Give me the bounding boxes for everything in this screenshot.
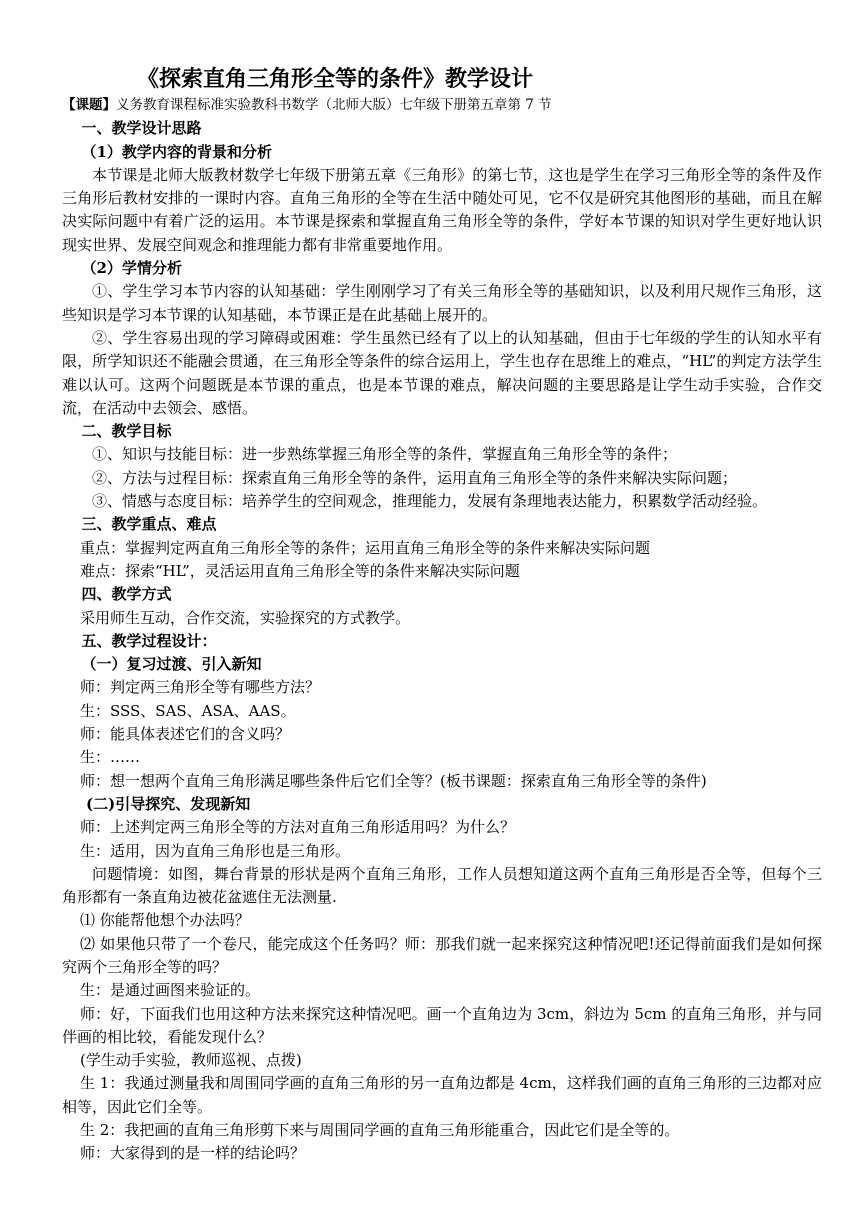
dialogue-line: 生：适用，因为直角三角形也是三角形。: [80, 841, 351, 860]
dialogue-line: 师：判定两三角形全等有哪些方法？: [80, 678, 321, 697]
dialogue-line: 师：上述判定两三角形全等的方法对直角三角形适用吗？为什么？: [80, 818, 516, 837]
dialogue-line: 师：好，下面我们也用这种方法来探究这种情况吧。画一个直角边为 3cm，斜边为 5cm 的直角三角形，并与同伴画的相比较，看能发现什么？: [62, 1004, 822, 1046]
section-heading-3: 三、教学重点、难点: [81, 515, 217, 534]
subsection-heading-5-1: （一）复习过渡、引入新知: [81, 655, 262, 674]
dialogue-line: 生：……: [80, 748, 141, 767]
section-heading-5: 五、教学过程设计：: [81, 631, 217, 650]
paragraph-learner-difficulty: ②、学生容易出现的学习障碍或困难：学生虽然已经有了以上的认知基础，但由于七年级的学生的认知水平有限，所学知识还不能融会贯通，在三角形全等条件的综合运用上，学生也存在思维上的难点，“HL”的判定方法学生难以认可。这两个问题既是本节课的重点，也是本节课的难点，解决问题的主要思路是让学生动手实验，合作交流，在活动中去领会、感悟。: [62, 328, 822, 417]
topic-label: 【课题】: [62, 97, 116, 113]
dialogue-line: 师：能具体表述它们的含义吗？: [80, 725, 291, 744]
paragraph-background: 本节课是北师大版教材数学七年级下册第五章《三角形》的第七节，这也是学生在学习三角形全等的条件及作三角形后教材安排的一课时内容。直角三角形的全等在生活中随处可见，它不仅是研究其他图形的基础，而且在解决实际问题中有着广泛的运用。本节课是探索和掌握直角三角形全等的条件，学好本节课的知识对学生更好地认识现实世界、发展空间观念和推理能力都有非常重要地作用。: [62, 165, 822, 254]
activity-note: (学生动手实验，教师巡视、点拨): [80, 1051, 302, 1070]
goal-knowledge: ①、知识与技能目标：进一步熟练掌握三角形全等的条件，掌握直角三角形全等的条件；: [92, 445, 678, 464]
teaching-method: 采用师生互动，合作交流，实验探究的方式教学。: [80, 608, 411, 627]
problem-situation: 问题情境：如图，舞台背景的形状是两个直角三角形，工作人员想知道这两个直角三角形是否全等，但每个三角形都有一条直角边被花盆遮住无法测量.: [62, 864, 822, 907]
section-heading-1: 一、教学设计思路: [81, 119, 202, 138]
section-heading-2: 二、教学目标: [81, 422, 172, 441]
subsection-heading-1-2: （2）学情分析: [81, 259, 182, 278]
subsection-heading-1-1: （1）教学内容的背景和分析: [81, 142, 272, 161]
subsection-heading-5-2: (二)引导探究、发现新知: [86, 794, 251, 813]
topic-line: [62, 94, 822, 117]
dialogue-line: 生：SSS、SAS、ASA、AAS。: [80, 701, 296, 720]
key-point: 重点：掌握判定两直角三角形全等的条件；运用直角三角形全等的条件来解决实际问题: [80, 538, 651, 557]
goal-attitude: ③、情感与态度目标：培养学生的空间观念，推理能力，发展有条理地表达能力，积累数学活动经验。: [92, 492, 768, 511]
dialogue-line: 生：是通过画图来验证的。: [80, 981, 261, 1000]
paragraph-learner-basis: ①、学生学习本节内容的认知基础：学生刚刚学习了有关三角形全等的基础知识，以及利用尺规作三角形，这些知识是学习本节课的认知基础，本节课正是在此基础上展开的。: [62, 282, 822, 324]
section-heading-4: 四、教学方式: [81, 585, 172, 604]
document-title: 《探索直角三角形全等的条件》教学设计: [137, 66, 534, 92]
document-body: [62, 94, 822, 1166]
dialogue-line: 师：想一想两个直角三角形满足哪些条件后它们全等？(板书课题：探索直角三角形全等的条件): [80, 771, 707, 790]
dialogue-line: 生 2：我把画的直角三角形剪下来与周围同学画的直角三角形能重合，因此它们是全等的。: [80, 1121, 680, 1140]
difficult-point: 难点：探索“HL”，灵活运用直角三角形全等的条件来解决实际问题: [80, 561, 520, 580]
dialogue-line: 生 1：我通过测量我和周围同学画的直角三角形的另一直角边都是 4cm，这样我们画的直角三角形的三边都对应相等，因此它们全等。: [62, 1074, 822, 1116]
question-2: ⑵ 如果他只带了一个卷尺，能完成这个任务吗？师：那我们就一起来探究这种情况吧!还记得前面我们是如何探究两个三角形全等的吗？: [62, 934, 822, 976]
goal-method: ②、方法与过程目标：探索直角三角形全等的条件，运用直角三角形全等的条件来解决实际问题；: [92, 468, 738, 487]
question-1: ⑴ 你能帮他想个办法吗？: [80, 911, 250, 930]
dialogue-line: 师：大家得到的是一样的结论吗？: [80, 1144, 306, 1163]
topic-text: 义务教育课程标准实验教科书数学（北师大版）七年级下册第五章第 7 节: [116, 97, 552, 113]
